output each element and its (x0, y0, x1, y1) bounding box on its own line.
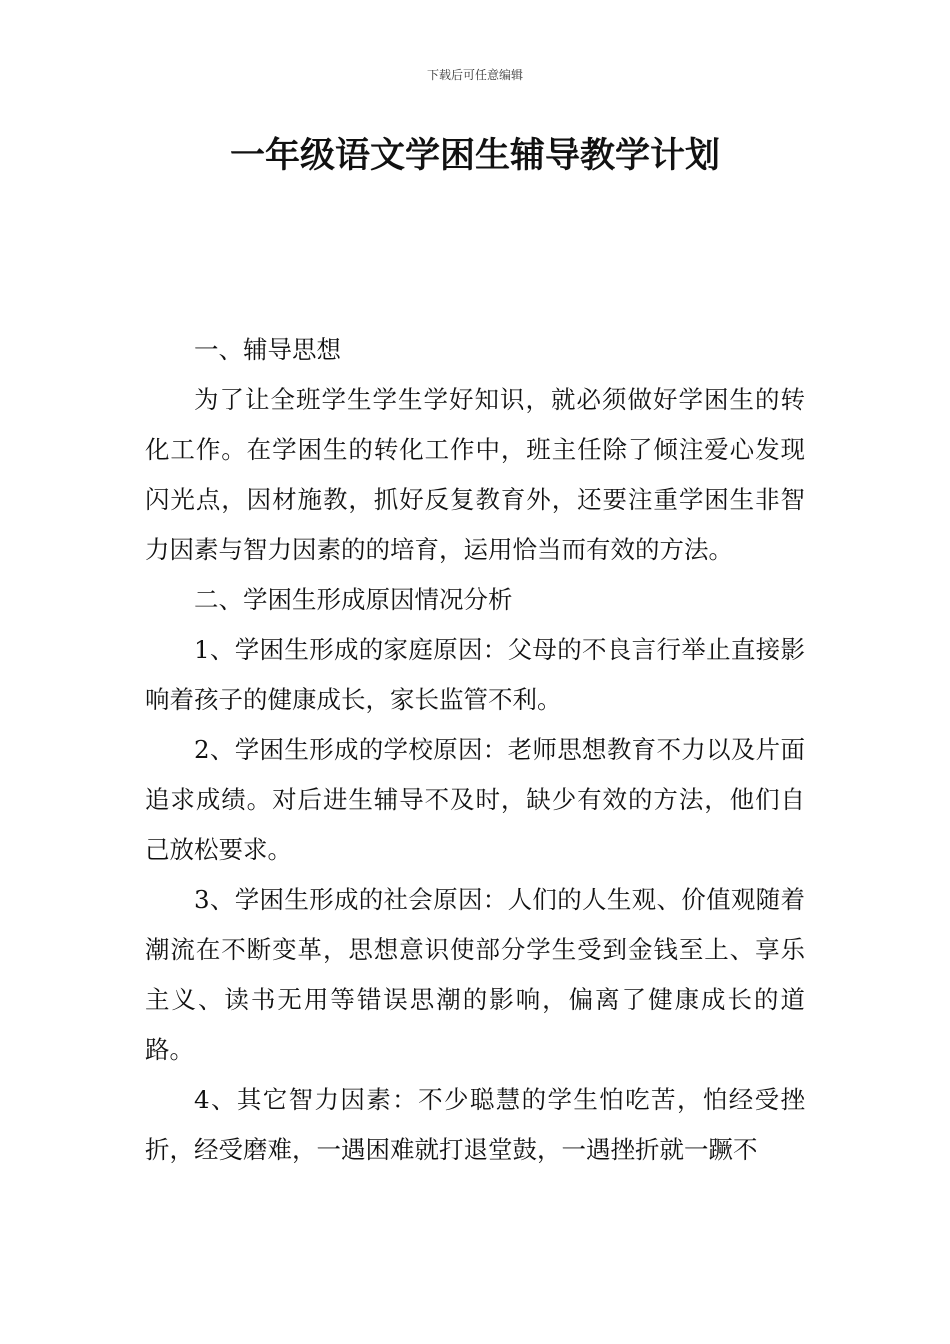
document-title: 一年级语文学困生辅导教学计划 (229, 136, 720, 176)
paragraph-guidance: 为了让全班学生学生学好知识，就必须做好学困生的转化工作。在学困生的转化工作中，班主任除了倾注爱心发现闪光点，因材施教，抓好反复教育外，还要注重学困生非智力因素与智力因素的的培育，运用恰当而有效的方法。 (145, 385, 805, 564)
paragraph-school-reason: 2、学困生形成的学校原因：老师思想教育不力以及片面追求成绩。对后进生辅导不及时，缺少有效的方法，他们自己放松要求。 (145, 735, 805, 864)
paragraph-other-factors: 4、其它智力因素：不少聪慧的学生怕吃苦，怕经受挫折，经受磨难，一遇困难就打退堂鼓，一遇挫折就一蹶不 (145, 1085, 805, 1164)
document-body (145, 325, 805, 1175)
section-heading-analysis: 二、学困生形成原因情况分析 (194, 585, 513, 614)
paragraph-social-reason: 3、学困生形成的社会原因：人们的人生观、价值观随着潮流在不断变革，思想意识使部分学生受到金钱至上、享乐主义、读书无用等错误思潮的影响，偏离了健康成长的道路。 (145, 885, 805, 1064)
paragraph-family-reason: 1、学困生形成的家庭原因：父母的不良言行举止直接影响着孩子的健康成长，家长监管不利。 (145, 635, 805, 714)
section-heading-guidance: 一、辅导思想 (194, 335, 341, 364)
header-note: 下载后可任意编辑 (426, 68, 523, 82)
